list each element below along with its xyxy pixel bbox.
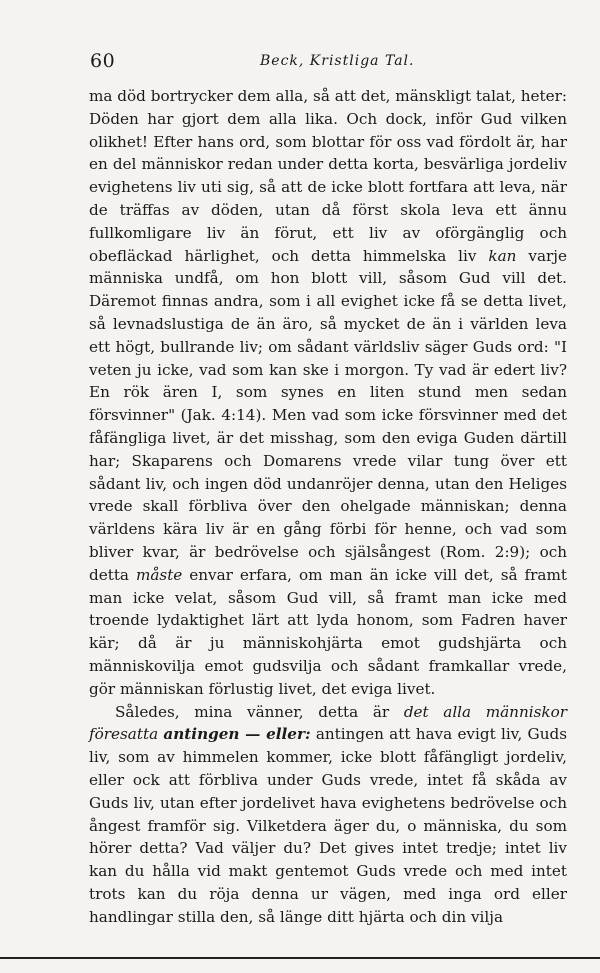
page-header	[90, 50, 560, 74]
paragraph-2	[89, 701, 567, 929]
running-head: Beck, Kristliga Tal.	[260, 53, 415, 69]
paragraph-1-text-b: varje människa undfå, om hon blott vill, såsom Gud vill det. Däremot finnas andra, som i all evighet icke få se detta livet, så levnadslustiga de än äro, så mycket de än i världen leva ett högt, bullrande liv; om sådant världsliv säger Guds ord: "I veten ju icke, vad som kan ske i morgon. Ty vad är edert liv? En rök ären I, som synes en liten stund men sedan försvinner" (Jak. 4:14). Men vad som icke försvinner med det fåfängliga livet, är det misshag, som den eviga Guden därtill har; Skaparens och Domarens vrede vilar tung över ett sådant liv, och ingen död undanröjer denna, utan den Heliges vrede skall förbliva över den ohelgade människan; denna världens kära liv är en gång förbi för henne, och vad som bliver kvar, är bedrövelse och själsångest (Rom. 2:9); och detta	[89, 246, 567, 584]
paragraph-2-text-b: antingen att hava evigt liv, Guds liv, som av himmelen kommer, icke blott fåfängligt jordeliv, eller ock att förbliva under Guds vrede, intet få skåda av Guds liv, utan efter jordelivet hava evighetens bedrövelse och ångest framför sig. Vilketdera äger du, o människa, du som hörer detta? Vad väljer du? Det gives intet tredje; intet liv kan du hålla vid makt gentemot Guds vrede och med intet trots kan du röja denna ur vägen, med inga ord eller handlingar stilla den, så länge ditt hjärta och din vilja	[89, 725, 567, 926]
page-body	[89, 85, 567, 928]
page-number: 60	[90, 50, 116, 72]
paragraph-1-text-a: ma död bortrycker dem alla, så att det, mänskligt talat, heter: Döden har gjort dem alla lika. Och dock, inför Gud vilken olikhet! Efter hans ord, som blottar för oss vad fördolt är, har en del människor redan under detta korta, besvärliga jordeliv evighetens liv uti sig, så att de icke blott fortfara att leva, när de träffas av döden, utan då först skola leva ett ännu fullkomligare liv än förut, ett liv av oförgänglig och obefläckad härlighet, och detta himmelska liv	[89, 87, 567, 265]
bottom-edge-rule	[0, 957, 600, 959]
emphasis-antingen-eller: antingen — eller:	[163, 725, 311, 744]
emphasis-maste: måste	[135, 565, 183, 584]
emphasis-phrase: det alla människor föresatta	[89, 702, 567, 744]
paragraph-2-text-a: Således, mina vänner, detta är	[115, 702, 404, 721]
emphasis-kan: kan	[488, 246, 517, 265]
paragraph-1-text-c: envar erfara, om man än icke vill det, så framt man icke velat, såsom Gud vill, så framt man icke med troende lydaktighet lärt att lyda honom, som Fadren haver kär; då är ju människohjärta emot gudshjärta och människovilja emot gudsvilja och sådant framkallar vrede, gör människan förlustig livet, det eviga livet.	[89, 565, 567, 698]
paragraph-1	[89, 85, 567, 701]
